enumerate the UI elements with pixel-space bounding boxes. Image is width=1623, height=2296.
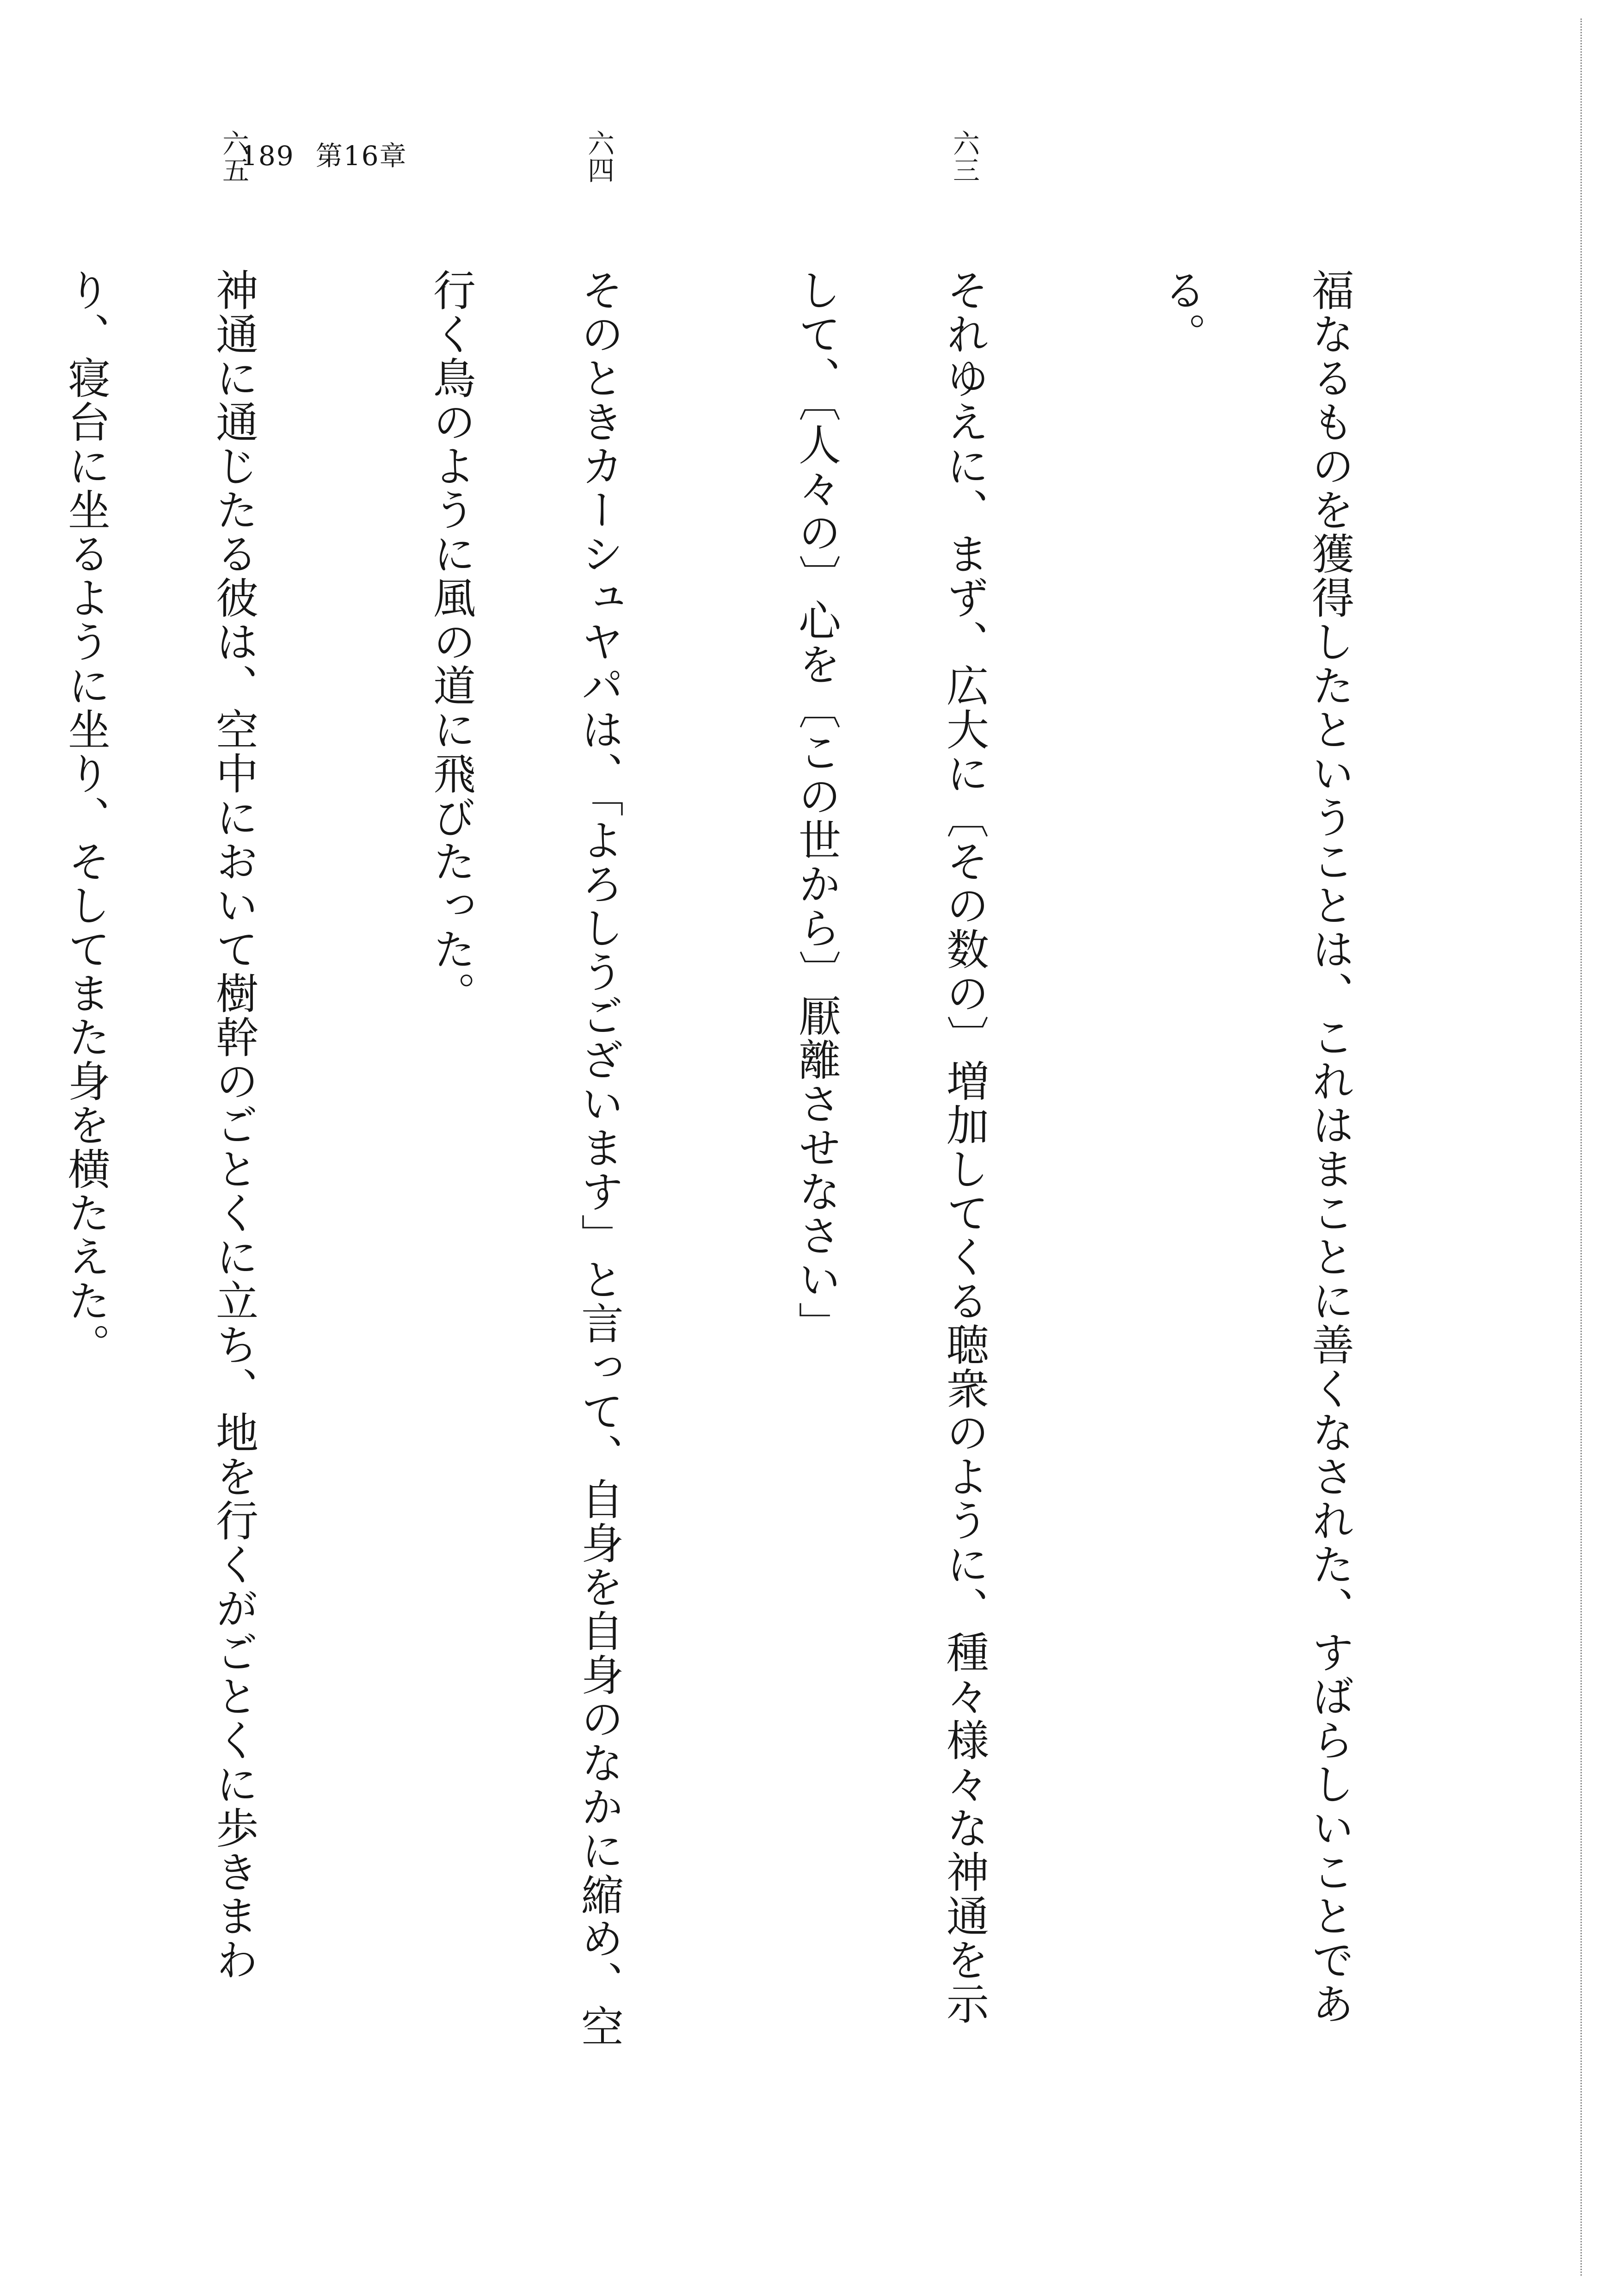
verse-number: 六四 (583, 130, 615, 183)
paragraph-text: 神通に通じたる彼は、空中において樹幹のごとくに立ち、地を行くがごとくに歩きまわり、寝台に坐るように坐り、そしてまた身を横たえた。 (61, 268, 258, 1982)
verse-number: 六五 (218, 130, 249, 183)
paragraph (0, 268, 12, 2063)
chapter-title: 第16章 (315, 140, 407, 172)
scan-edge-line (1580, 19, 1582, 2276)
paragraph (742, 130, 1107, 2063)
paragraph-text: そのときカーシュヤパは、「よろしうございます」と言って、自身を自身のなかに縮め、空行く鳥のように風の道に飛びたった。 (426, 268, 624, 2049)
paragraph-text: 福なるものを獲得したということは、これはまことに善くなされた、すばらしいことである。 (1157, 268, 1354, 2026)
page-number: 189 (240, 140, 295, 172)
verse-number: 六三 (948, 130, 980, 183)
paragraph (377, 130, 742, 2063)
paragraph (1107, 268, 1403, 2063)
paragraph-text: それゆえに、まず、広大に〔その数の〕増加してくる聴衆のように、種々様々な神通を示して、〔人々の〕心を〔この世から〕厭離させなさい」 (792, 268, 989, 2026)
